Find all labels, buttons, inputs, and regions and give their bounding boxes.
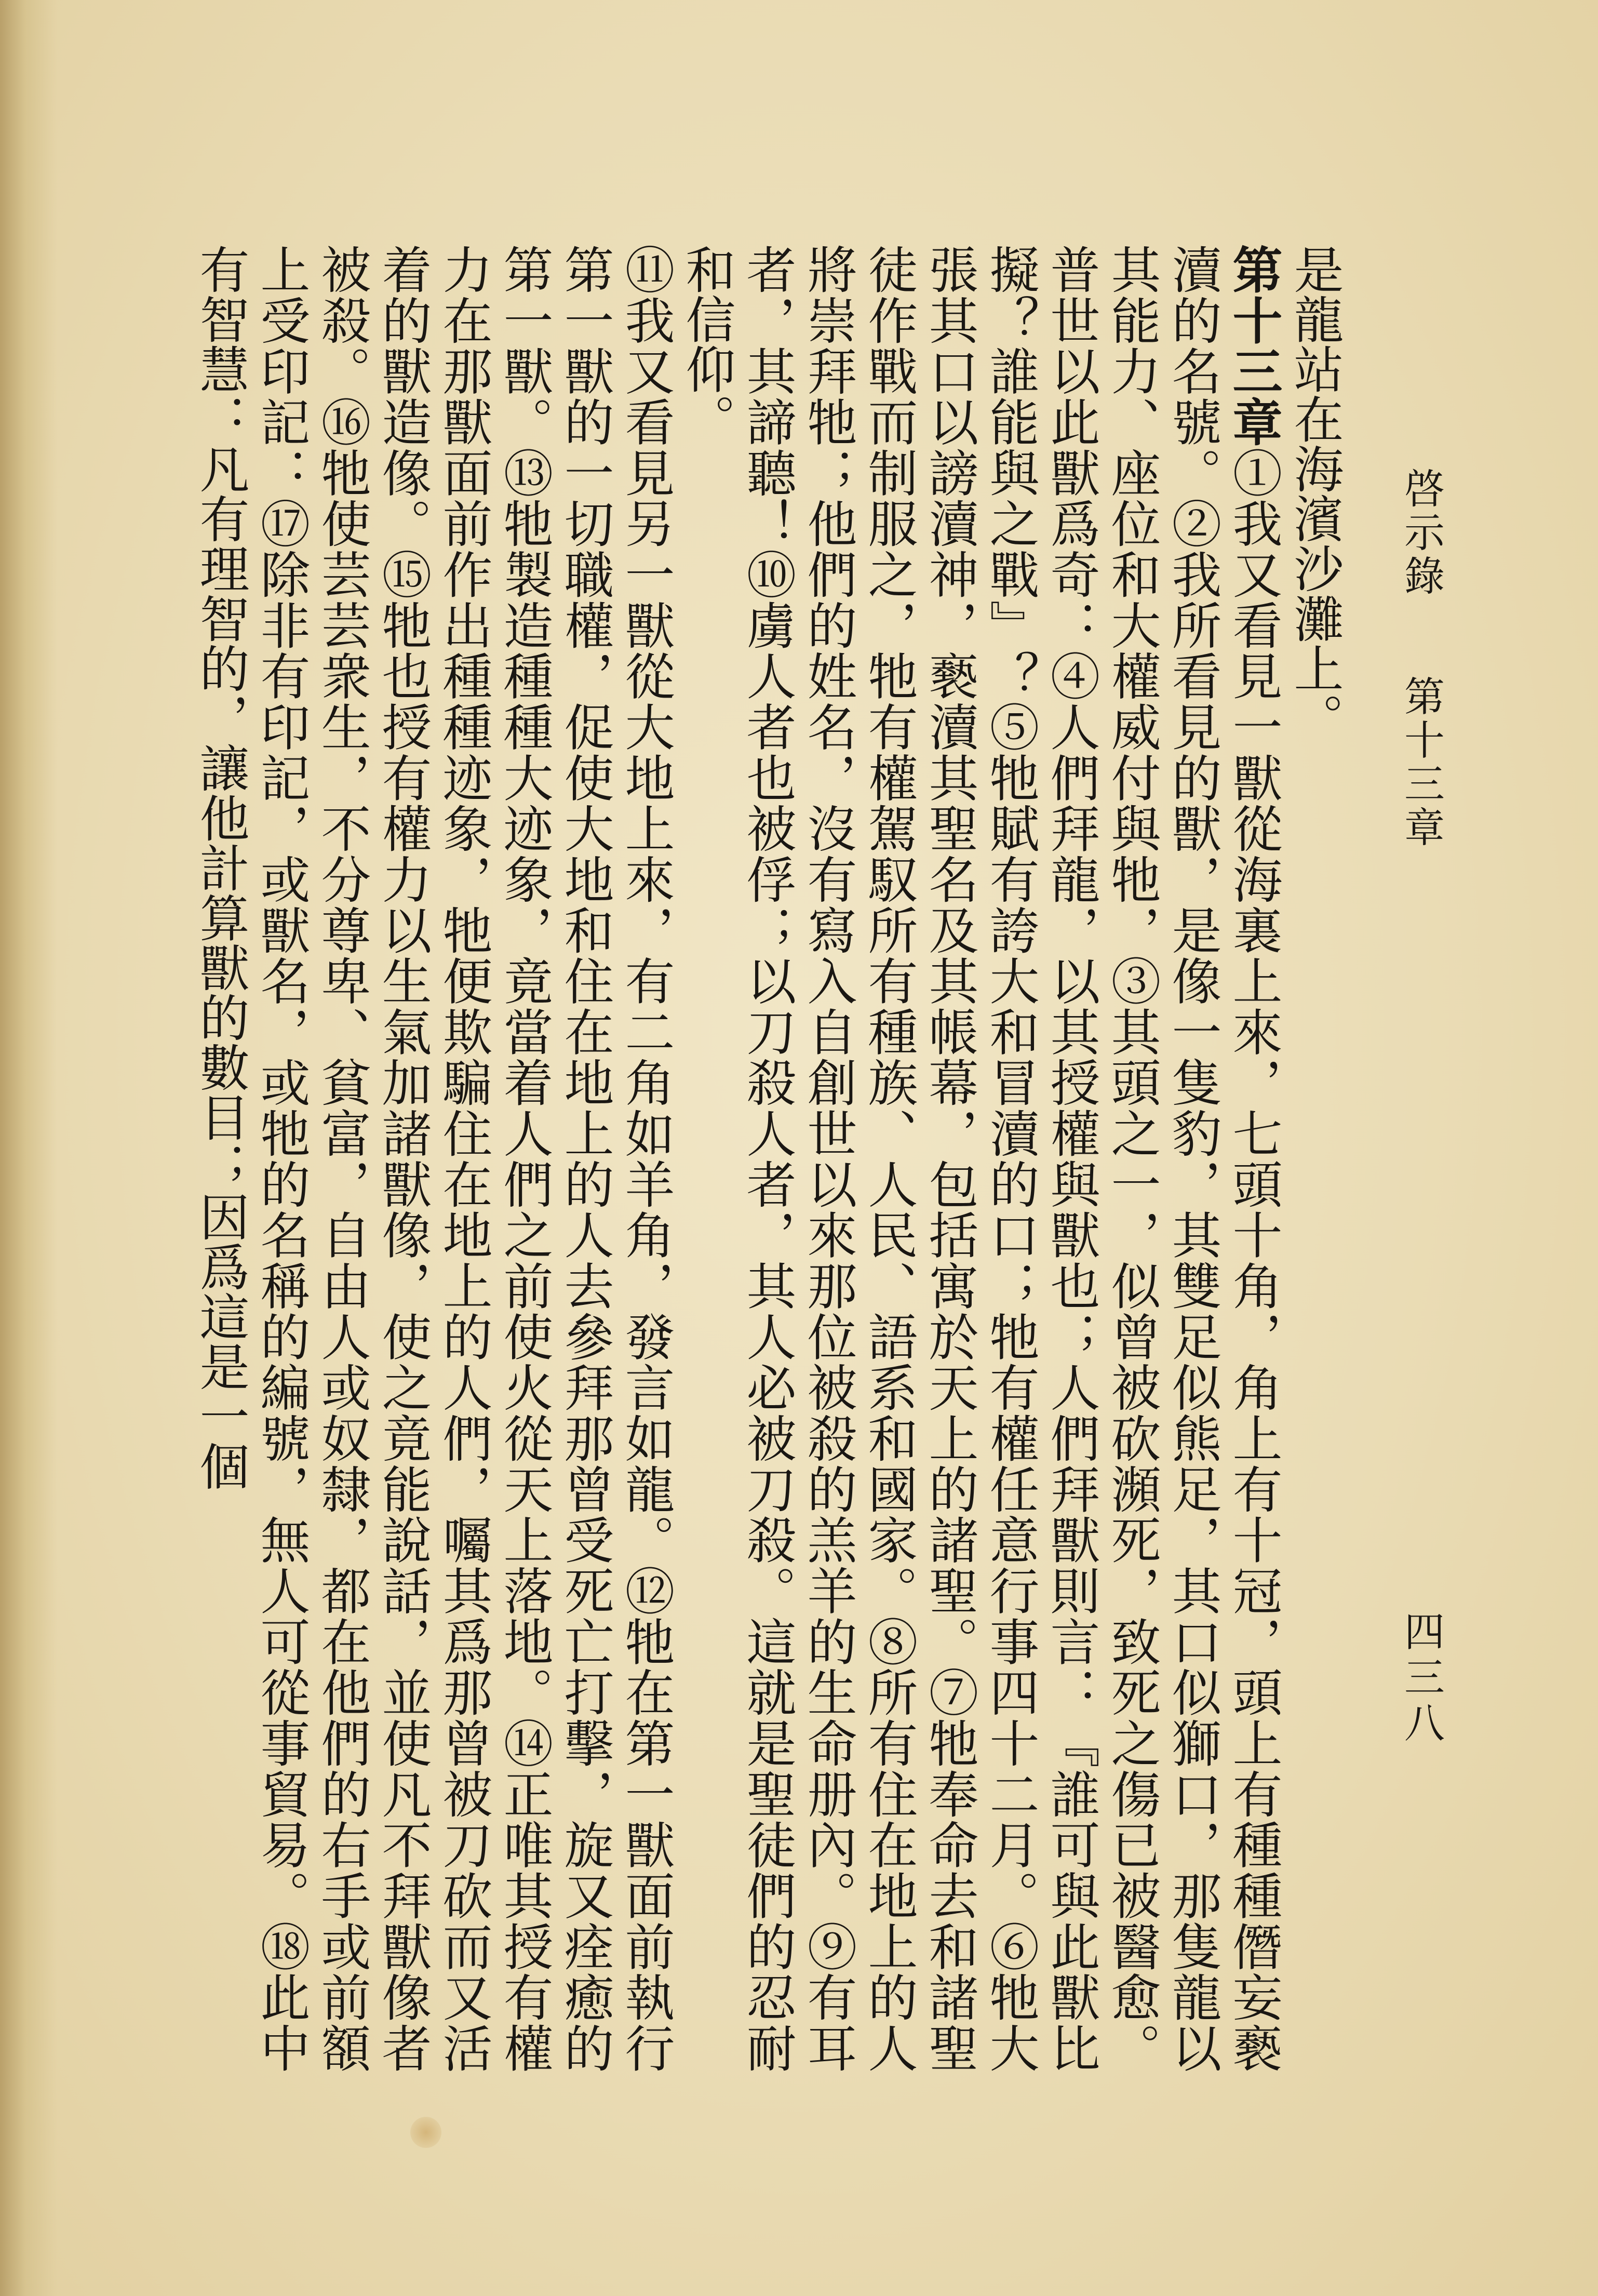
- chapter-paragraph-1: [676, 244, 1284, 2073]
- opening-line: 是龍站在海濱沙灘上。: [1286, 244, 1344, 743]
- paper-stain: [410, 2117, 441, 2148]
- chapter-paragraph-2: ⑪我又看見另一獸從大地上來，有二角如羊角，發言如龍。⑫牠在第一獸面前執行第一獸的一切職權，促使大地和住在地上的人去參拜那曾受死亡打擊，旋又痊癒的第一獸。⑬牠製造種種大迹象，竟當着人們之前使火從天上落地。⑭正唯其授有權力在那獸面前作出種種迹象，牠便欺騙住在地上的人們，囑其爲那曾被刀砍而又活着的獸造像。⑮牠也授有權力以生氣加諸獸像，使之竟能說話，並使凡不拜獸像者被殺。⑯牠使芸芸衆生，不分尊卑、貧富，自由人或奴隸，都在他們的右手或前額上受印記：⑰除非有印記，或獸名，或牠的名稱的編號，無人可從事貿易。⑱此中有智慧：凡有理智的，讓他計算獸的數目；因爲這是一個: [192, 244, 675, 2073]
- binding-shadow: [0, 0, 57, 2296]
- running-header-chapter: 第十三章: [1398, 675, 1444, 850]
- page-number: 四三八: [1398, 1610, 1444, 1747]
- paragraph-1-text: ①我又看見一獸從海裏上來，七頭十角，角上有十冠，頭上有種種僭妄褻瀆的名號。②我所看見的獸，是像一隻豹，其雙足似熊足，其口似獅口，那隻龍以其能力、座位和大權威付與牠，③其頭之一，似曾被砍瀕死，致死之傷已被醫愈。普世以此獸爲奇：④人們拜龍，以其授權與獸也；人們拜獸則言：『誰可與此獸比擬？誰能與之戰』？⑤牠賦有誇大和冒瀆的口；牠有權任意行事四十二月。⑥牠大張其口以謗瀆神，褻瀆其聖名及其帳幕，包括寓於天上的諸聖。⑦牠奉命去和諸聖徒作戰而制服之，牠有權駕馭所有種族、人民、語系和國家。⑧所有住在地上的人將崇拜牠；他們的姓名，沒有寫入自創世以來那位被殺的羔羊的生命册內。⑨有耳者，其諦聽！⑩虜人者也被俘；以刀殺人者，其人必被刀殺。這就是聖徒們的忍耐和信仰。: [678, 244, 1283, 2073]
- chapter-heading: 第十三章: [1225, 244, 1283, 448]
- running-header-title: 啓示錄: [1398, 468, 1444, 598]
- vertical-body-text: [192, 244, 1345, 2073]
